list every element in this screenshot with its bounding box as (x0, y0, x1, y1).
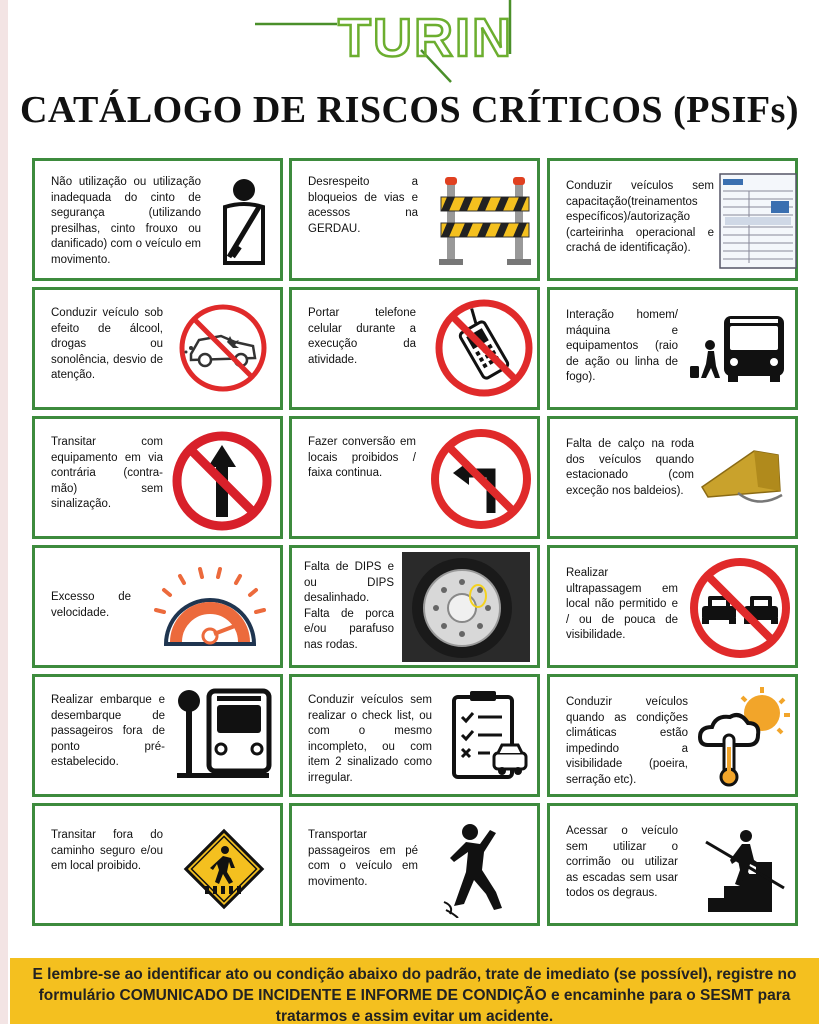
page-edge-strip (0, 0, 8, 1024)
risk-description: Realizar embarque e desembarque de passageiros fora de ponto pré-estabelecido. (51, 694, 165, 768)
reminder-line-2: e encaminhe para o SESMT para tratarmos e assim evitar um acidente. (275, 987, 791, 1024)
risk-card-standing-passengers (289, 803, 540, 926)
risk-description: Conduzir veículos quando as condições climáticas estão impedindo a visibilidade (poeira, serração etc). (566, 696, 688, 786)
reminder-form-name: COMUNICADO DE INCIDENTE E INFORME DE CONDIÇÃO (119, 987, 547, 1004)
risk-card-overtaking (547, 545, 798, 668)
risk-card-impaired-driving (32, 287, 283, 410)
speedometer-icon (148, 564, 272, 652)
bus-pedestrian-icon (688, 312, 788, 382)
no-left-turn-icon (429, 427, 533, 531)
risk-description: Não utilização ou utilização inadequada do cinto de segurança (utilizando presilhas, cinto frouxo ou danificado) com o veículo em movimento. (51, 176, 201, 266)
id-card-icon (719, 173, 797, 269)
risk-card-checklist (289, 674, 540, 797)
risk-card-safe-path (32, 803, 283, 926)
weather-icon (696, 685, 792, 789)
risk-description: Fazer conversão em locais proibidos / faixa continua. (308, 436, 416, 479)
page-title: CATÁLOGO DE RISCOS CRÍTICOS (PSIFs) (19, 89, 800, 131)
risk-description: Falta de DIPS e ou DIPS desalinhado. Falta de porca e/ou parafuso nas rodas. (304, 561, 394, 651)
risk-description: Interação homem/ máquina e equipamentos (raio de ação ou linha de fogo). (566, 309, 678, 383)
risk-card-wheel-nuts (289, 545, 540, 668)
risk-description: Transitar com equipamento em via contrária (contra-mão) sem sinalização. (51, 436, 163, 510)
risk-description: Desrespeito a bloqueios de vias e acessos na GERDAU. (308, 176, 418, 235)
risk-description: Acessar o veículo sem utilizar o corrimão ou utilizar as escadas sem usar todos os degraus. (566, 825, 678, 899)
no-straight-ahead-icon (172, 431, 272, 531)
pedestrian-crossing-icon (181, 826, 267, 912)
seatbelt-icon (219, 177, 269, 271)
risk-description: Realizar ultrapassagem em local não permitido e / ou de pouca de visibilidade. (566, 567, 678, 641)
risk-description: Transportar passageiros em pé com o veículo em movimento. (308, 829, 418, 888)
wheel-photo-icon (402, 552, 530, 662)
risk-card-handrail (547, 803, 798, 926)
no-impaired-driving-icon (177, 302, 269, 394)
stairs-handrail-icon (700, 828, 792, 914)
checklist-icon (450, 689, 530, 781)
risk-description: Conduzir veículo sob efeito de álcool, drogas ou sonolência, desvio de atenção. (51, 307, 163, 381)
bus-stop-icon (173, 685, 273, 781)
risk-description: Falta de calço na roda dos veículos quando estacionado (com exceção nos baldeios). (566, 438, 694, 497)
turin-logo (255, 0, 525, 84)
risk-card-speeding (32, 545, 283, 668)
risk-description: Conduzir veículos sem realizar o check list, ou com o mesmo incompleto, ou com item 2 sinalizado como irregular. (308, 694, 432, 784)
risk-card-qualification (547, 158, 798, 281)
risk-description: Transitar fora do caminho seguro e/ou em local proibido. (51, 829, 163, 872)
road-barrier-icon (435, 175, 531, 267)
reminder-line-1: E lembre-se ao identificar ato ou condição abaixo do padrão, trate de imediato (se possível), registre no formulário (32, 966, 797, 1004)
no-phone-icon (434, 298, 534, 398)
risk-card-seatbelt (32, 158, 283, 281)
risk-card-forbidden-turn (289, 416, 540, 539)
risk-card-man-machine (547, 287, 798, 410)
no-overtaking-icon (688, 556, 792, 660)
risk-card-wrong-way (32, 416, 283, 539)
risk-card-phone (289, 287, 540, 410)
reminder-text (24, 964, 805, 1024)
risk-description: Excesso de velocidade. (51, 591, 131, 619)
risk-card-weather (547, 674, 798, 797)
svg-text:TURIN: TURIN (338, 8, 513, 68)
risk-card-road-block (289, 158, 540, 281)
risk-description: Conduzir veículos sem capacitação(treinamentos específicos)/autorização (carteirinha operacional e crachá de identificação). (566, 180, 714, 254)
reminder-banner (10, 958, 819, 1024)
risk-card-bus-stop (32, 674, 283, 797)
wheel-chock-icon (698, 447, 788, 507)
falling-person-icon (440, 822, 516, 918)
risk-description: Portar telefone celular durante a execução da atividade. (308, 307, 416, 366)
risk-card-wheel-chock (547, 416, 798, 539)
